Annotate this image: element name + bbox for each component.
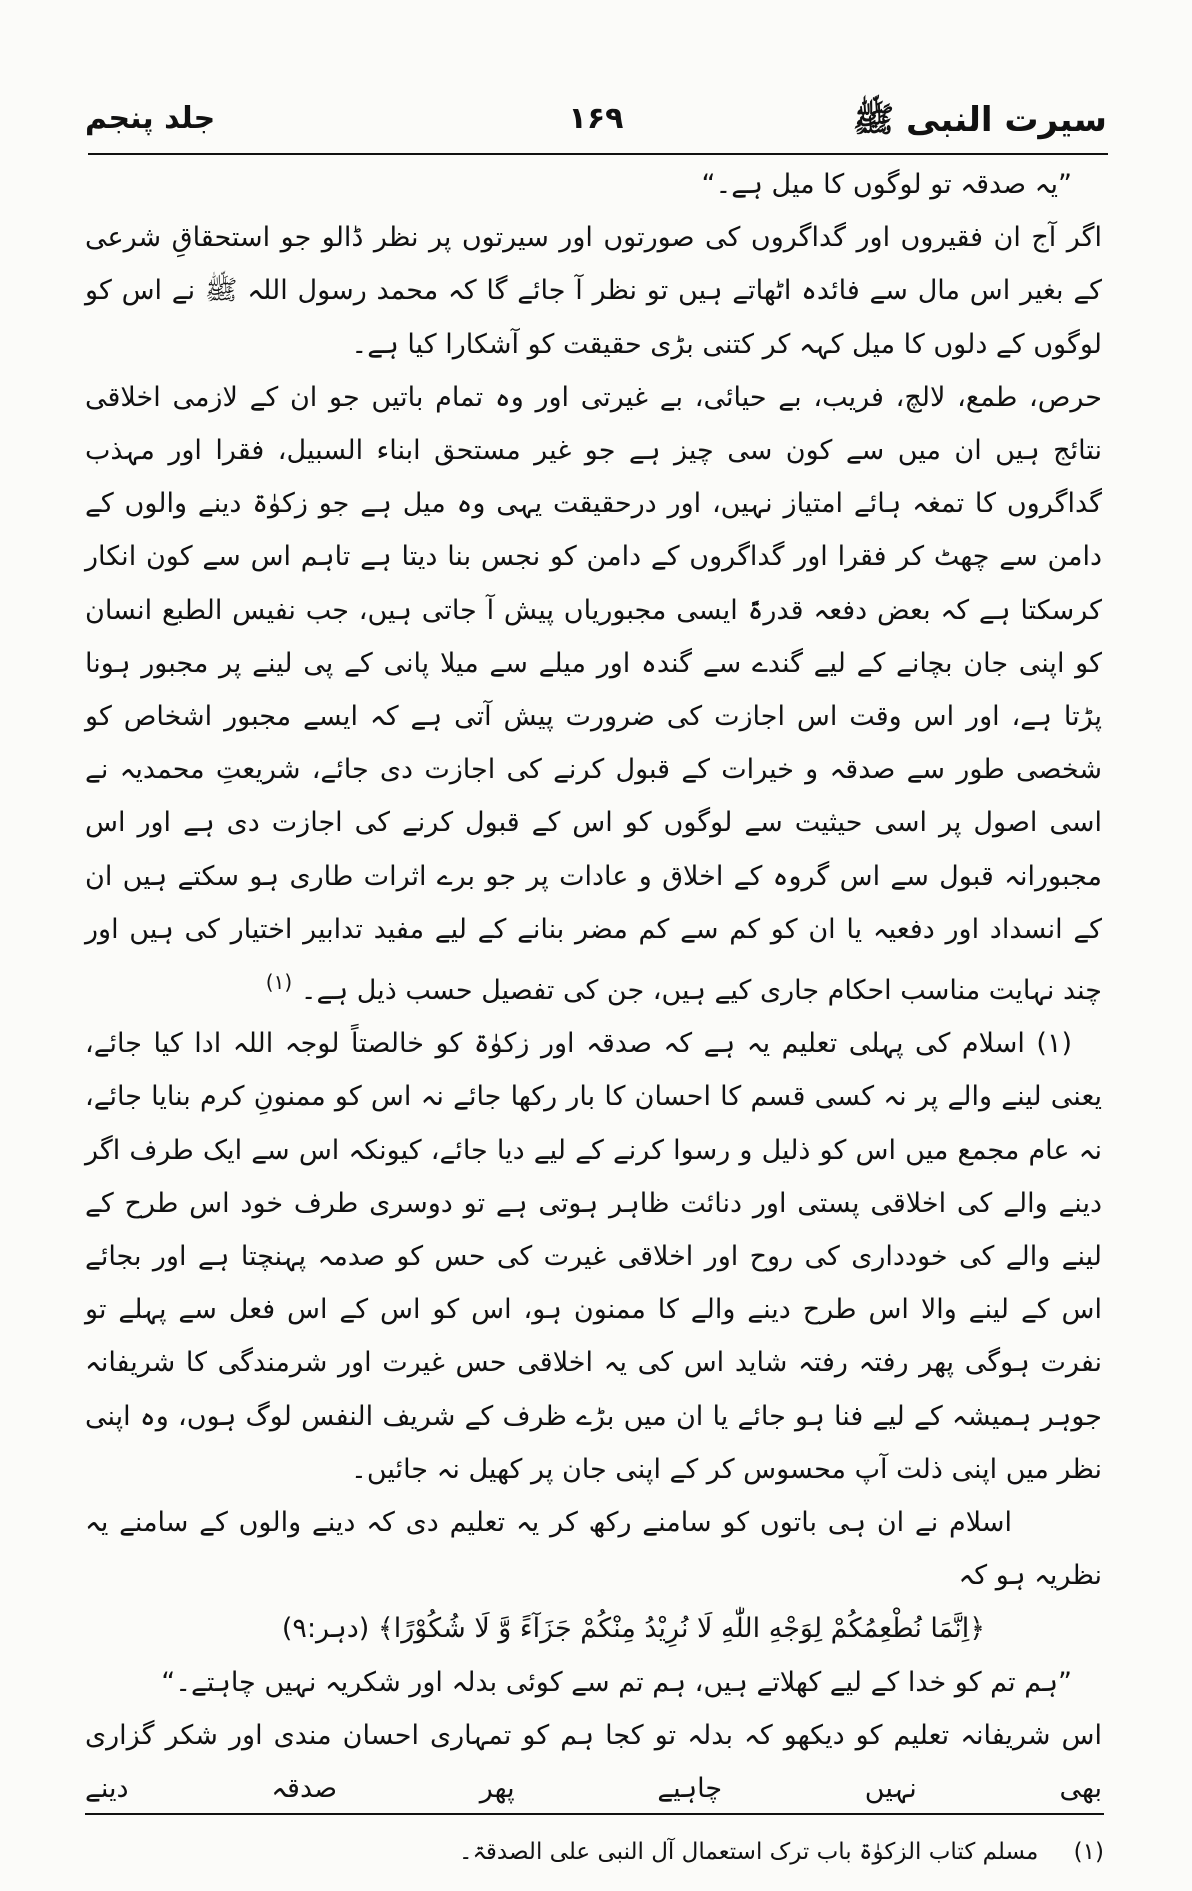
header-divider xyxy=(88,153,1108,155)
paragraph-first-teaching: (۱) اسلام کی پہلی تعلیم یہ ہے کہ صدقہ اور زکوٰۃ کو خالصتاً لوجہ اللہ ادا کیا جائے، یعنی لینے والے پر نہ کسی قسم کا احسان کا بار رکھا جائے نہ اس کو ممنونِ کرم بنایا جائے، نہ عام مجمع میں اس کو ذلیل و رسوا کرنے کے لیے دیا جائے، کیونکہ اس سے ایک طرف اگر دینے والے کی اخلاقی پستی اور دنائت ظاہر ہوتی ہے تو دوسری طرف خود اس طرح کے لینے والے کی خودداری کی روح اور اخلاقی غیرت کی حس کو صدمہ پہنچتا ہے اور بجائے اس کے لینے والا اس طرح دینے والے کا ممنون ہو، اس کو اس کے اس فعل سے پہلے تو نفرت ہوگی پھر رفتہ رفتہ شاید اس کی یہ اخلاقی حس غیرت اور شرمندگی کا شریفانہ جوہر ہمیشہ کے لیے فنا ہو جائے یا ان میں بڑے ظرف کے شریف النفس لوگ ہوں، وہ اپنی نظر میں اپنی ذلت آپ محسوس کر کے اپنی جان پر کھیل نہ جائیں۔ xyxy=(85,1028,1102,1485)
footnote-reference: (۱) xyxy=(265,970,293,995)
paragraph-noble-teaching: اس شریفانہ تعلیم کو دیکھو کہ بدلہ تو کجا ہم کو تمہاری احسان مندی اور شکر گزاری بھی نہیں چاہیے پھر صدقہ دینے xyxy=(85,1719,1102,1805)
book-title: سیرت النبی ﷺ xyxy=(853,100,1107,140)
verse-translation: ”ہم تم کو خدا کے لیے کھلاتے ہیں، ہم تم سے کوئی بدلہ اور شکریہ نہیں چاہتے۔“ xyxy=(161,1666,1072,1698)
footnote-divider xyxy=(85,1813,1104,1815)
footnote xyxy=(85,1835,1104,1869)
paragraph-greed-text: حرص، طمع، لالچ، فریب، بے حیائی، بے غیرتی اور وہ تمام باتیں جو ان کے لازمی اخلاقی نتائج ہیں ان میں سے کون سی چیز ہے جو غیر مستحق ابناء السبیل، فقرا اور مہذب گداگروں کا تمغہ ہائے امتیاز نہیں، اور درحقیقت یہی وہ میل ہے جو زکوٰۃ دینے والوں کے دامن سے چھٹ کر فقرا اور گداگروں کے دامن کو نجس بنا دیتا ہے تاہم اس سے کون انکار کرسکتا ہے کہ بعض دفعہ قدرۃً ایسی مجبوریاں پیش آ جاتی ہیں، جب نفیس الطبع انسان کو اپنی جان بچانے کے لیے گندے سے گندہ اور میلے سے میلا پانی کے پی لینے پر مجبور ہونا پڑتا ہے، اور اس وقت اس اجازت کی ضرورت پیش آتی ہے کہ ایسے مجبور اشخاص کو شخصی طور سے صدقہ و خیرات کے قبول کرنے کی اجازت دی جائے، شریعتِ محمدیہ نے اسی اصول پر اسی حیثیت سے لوگوں کو اس کے قبول کرنے کی اجازت دی ہے اور اس مجبورانہ قبول سے اس گروہ کے اخلاق و عادات پر جو برے اثرات طاری ہو سکتے ہیں ان کے انسداد اور دفعیہ یا ان کو کم سے کم مضر بنانے کے لیے مفید تدابیر اختیار کی ہیں اور چند نہایت مناسب احکام جاری کیے ہیں، جن کی تفصیل حسب ذیل ہے۔ xyxy=(85,381,1102,1007)
main-text xyxy=(85,158,1102,1815)
page-number: ۱۶۹ xyxy=(568,101,624,136)
paragraph-beggars: اگر آج ان فقیروں اور گداگروں کی صورتوں اور سیرتوں پر نظر ڈالو جو استحقاقِ شرعی کے بغیر اس مال سے فائدہ اٹھاتے ہیں تو نظر آ جائے گا کہ محمد رسول اللہ ﷺ نے اس کو لوگوں کے دلوں کا میل کہہ کر کتنی بڑی حقیقت کو آشکارا کیا ہے۔ xyxy=(85,222,1102,360)
quranic-verse: ﴿اِنَّمَا نُطْعِمُكُمْ لِوَجْهِ اللّٰهِ لَا نُرِيْدُ مِنْكُمْ جَزَآءً وَّ لَا شُكُوْرًا﴾ (دہر:۹) xyxy=(281,1613,986,1645)
page-header xyxy=(85,95,1107,155)
footnote-text: مسلم کتاب الزکوٰۃ باب ترک استعمال آل النبی علی الصدقۃ۔ xyxy=(458,1839,1039,1865)
volume-label: جلد پنجم xyxy=(85,101,216,136)
opening-quote: ”یہ صدقہ تو لوگوں کا میل ہے۔“ xyxy=(701,169,1072,200)
paragraph-islam-teaching: اسلام نے ان ہی باتوں کو سامنے رکھ کر یہ تعلیم دی کہ دینے والوں کے سامنے یہ نظریہ ہو کہ xyxy=(85,1507,1102,1592)
footnote-number: (۱) xyxy=(1073,1839,1104,1865)
paragraph-greed xyxy=(85,371,1102,1017)
